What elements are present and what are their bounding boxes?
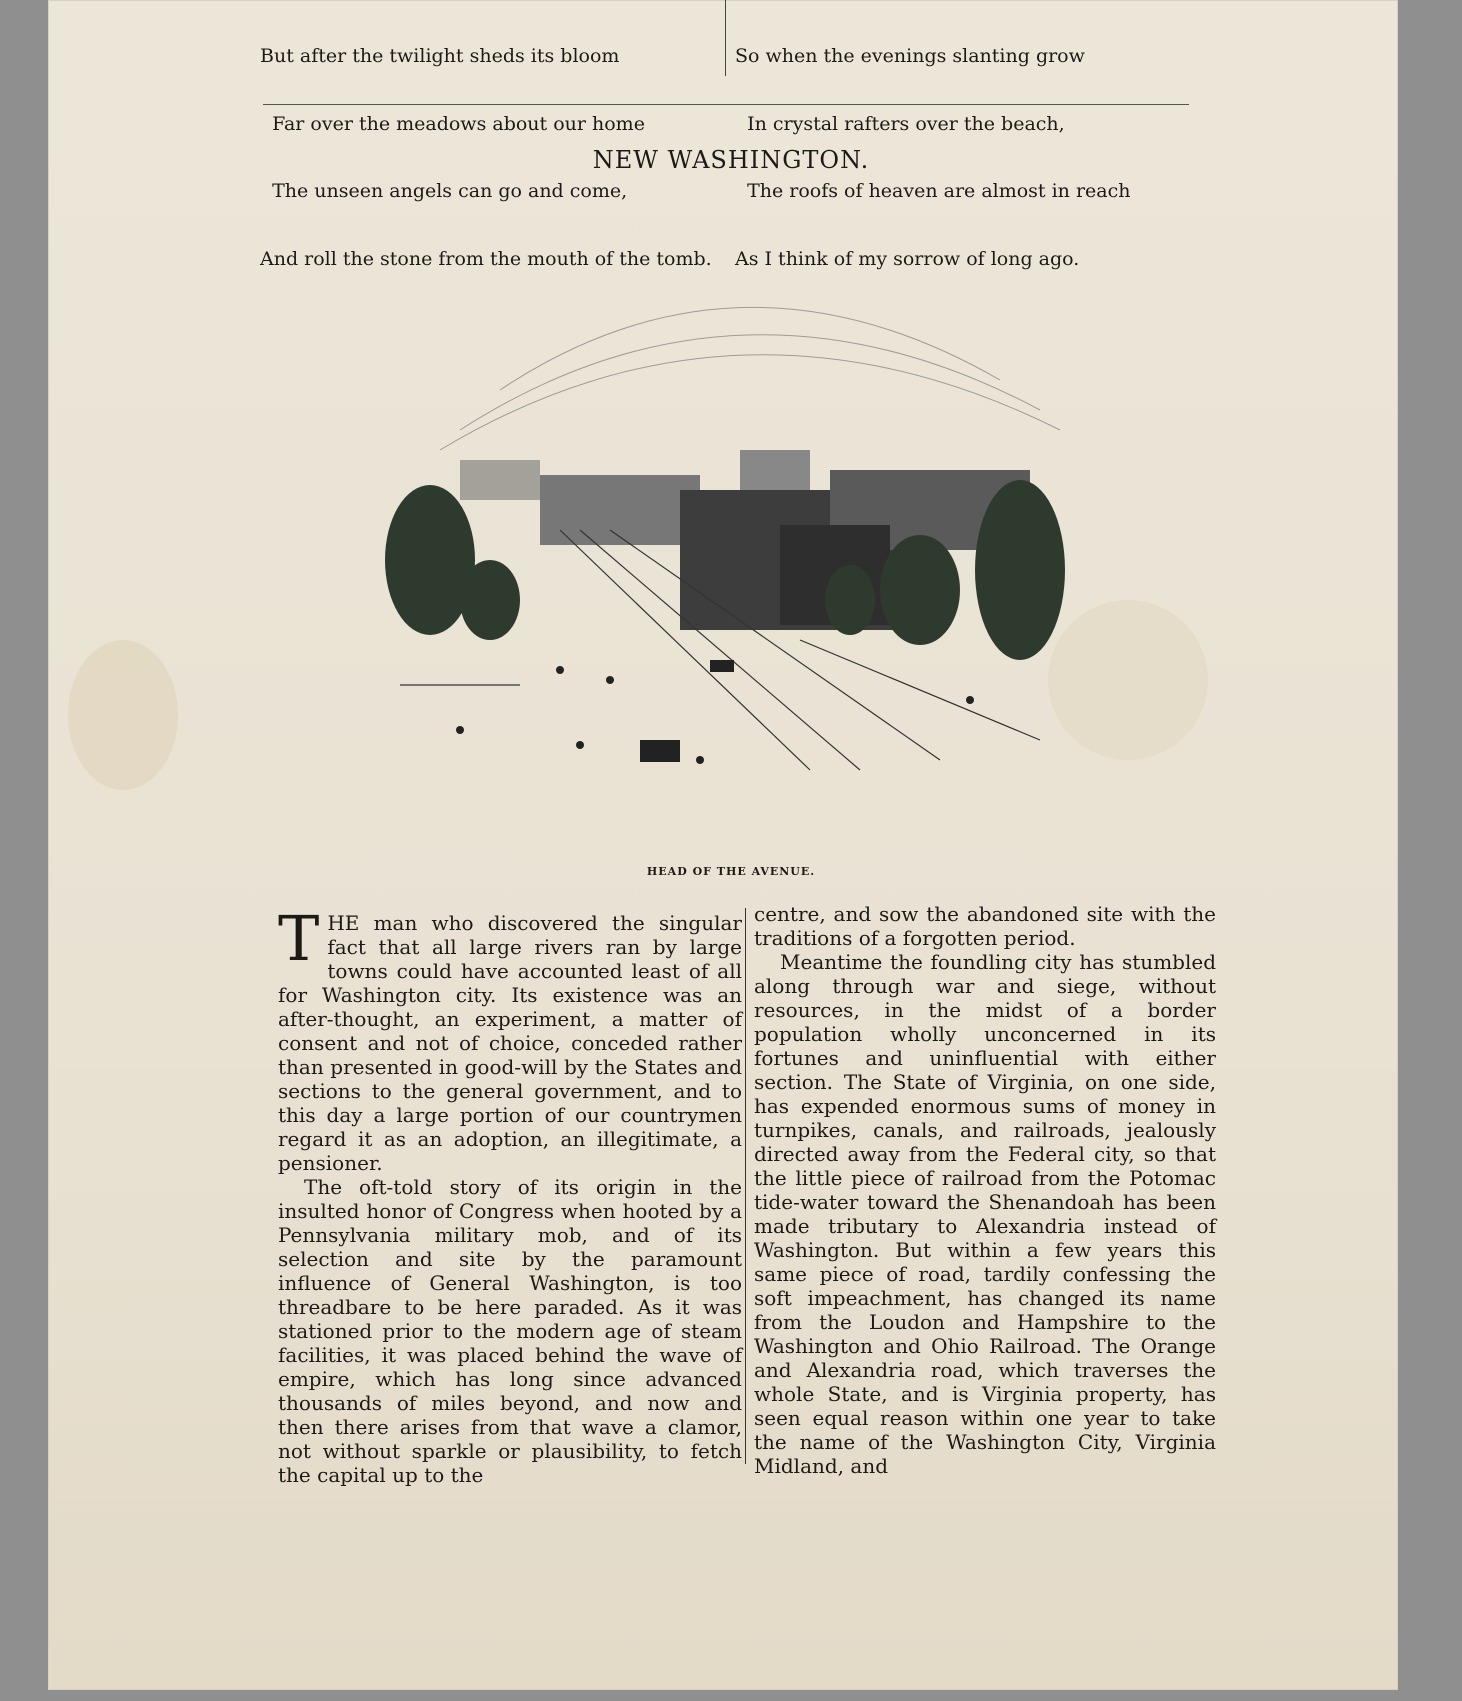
age-stain <box>68 640 178 790</box>
article-paragraph: Meantime the foundling city has stumbled along through war and siege, without resources, in the midst of a border population wholly unconcerned in its fortunes and uninfluential with either section. The State of Virginia, on one side, has expended enormous sums of money in turnpikes, canals, and railroads, jealously directed away from the Federal city, so that the little piece of railroad from the Potomac tide-water toward the Shenandoah has been made tributary to Alexandria instead of Washington. But within a few years this same piece of road, tardily confessing the soft impeachment, has changed its name from the Loudon and Hampshire to the Washington and Ohio Railroad. The Orange and Alexandria road, which traverses the whole State, and is Virginia property, has seen equal reason within one year to take the name of the Washington City, Virginia Midland, and <box>754 950 1216 1478</box>
article-paragraph <box>278 902 742 1175</box>
article-paragraph: centre, and sow the abandoned site with the traditions of a forgotten period. <box>754 902 1216 950</box>
poem-line: Far over the meadows about our home <box>260 112 645 135</box>
paragraph-text: HE man who discovered the singular fact that all large rivers ran by large towns could have accounted least of all for Washington city. Its existence was an after-thought, an experiment, a matter of consent and not of choice, conceded rather than presented in good-will by the States and sections to the general government, and to this day a large portion of our countrymen regard it as an adoption, an illegitimate, a pensioner. <box>278 911 742 1175</box>
article-title: NEW WASHINGTON. <box>592 146 870 174</box>
column-divider <box>745 908 746 1464</box>
drop-cap: T <box>278 902 320 975</box>
poem-column-divider <box>725 0 726 76</box>
poem-line: The unseen angels can go and come, <box>260 180 628 202</box>
poem-line: So when the evenings slanting grow <box>735 45 1085 67</box>
poem-line: And roll the stone from the mouth of the tomb. <box>260 247 712 270</box>
section-rule <box>263 104 1189 105</box>
article-left-column <box>278 902 742 1487</box>
engraving-caption: HEAD OF THE AVENUE. <box>646 865 816 878</box>
poem-line: But after the twilight sheds its bloom <box>260 45 620 67</box>
poem-line: As I think of my sorrow of long ago. <box>735 247 1080 270</box>
article-paragraph: The oft-told story of its origin in the insulted honor of Congress when hooted by a Pennsylvania military mob, and of its selection and site by the paramount influence of General Washington, is too threadbare to be here paraded. As it was stationed prior to the modern age of steam facilities, it was placed behind the wave of empire, which has long since advanced thousands of miles beyond, and now and then there arises from that wave a clamor, not without sparkle or plausibility, to fetch the capital up to the <box>278 1175 742 1487</box>
street-engraving <box>380 230 1100 850</box>
poem-line: In crystal rafters over the beach, <box>735 112 1065 135</box>
article-right-column <box>754 902 1216 1478</box>
poem-line: The roofs of heaven are almost in reach <box>735 180 1131 202</box>
